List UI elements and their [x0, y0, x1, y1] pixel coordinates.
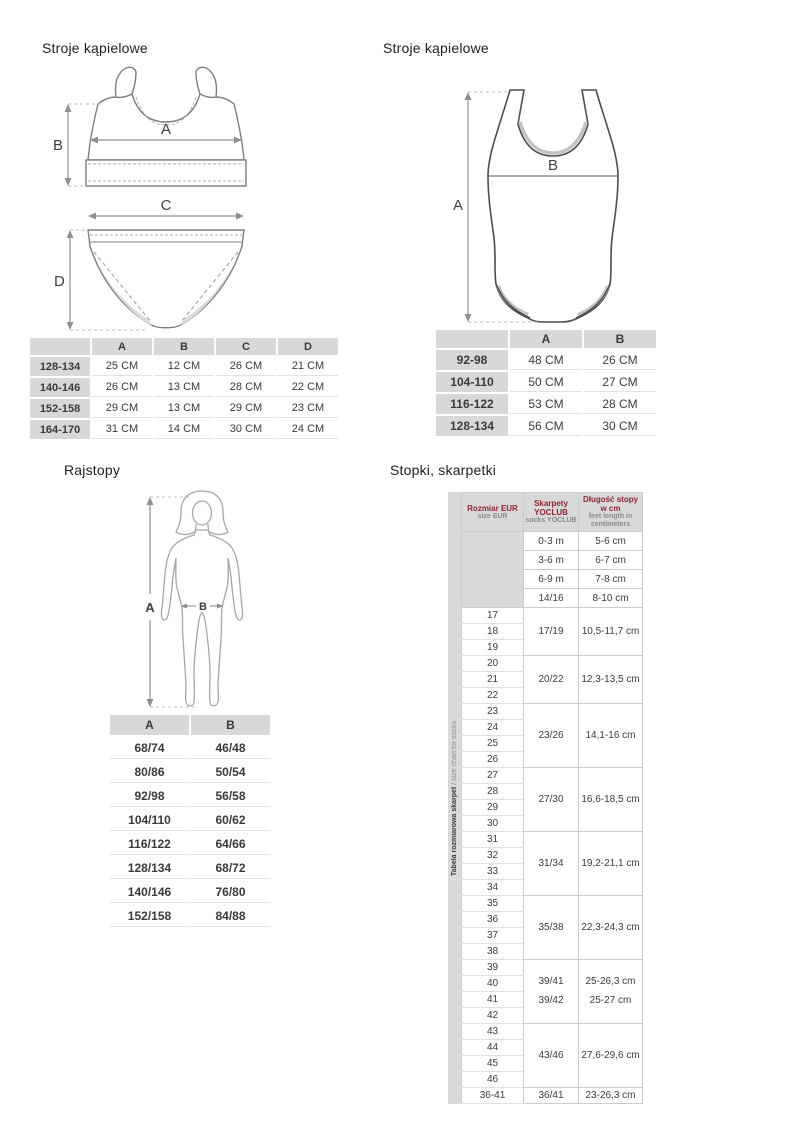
sock-size-cell: 6-9 m — [524, 570, 579, 589]
empty-size-block — [462, 532, 524, 608]
value-cell: 21 CM — [278, 357, 338, 376]
eur-size-cell: 32 — [462, 848, 524, 864]
table-row — [462, 896, 643, 912]
column-header: A — [92, 338, 152, 355]
value-cell: 92/98 — [110, 785, 189, 807]
sock-size-line: 17/19 — [538, 625, 564, 637]
value-cell: 68/72 — [191, 857, 270, 879]
column-header-pl: Skarpety YOCLUB — [534, 499, 568, 518]
value-cell: 26 CM — [92, 378, 152, 397]
eur-size-cell: 34 — [462, 880, 524, 896]
table-row — [436, 372, 656, 392]
value-cell: 76/80 — [191, 881, 270, 903]
eur-size-cell: 39 — [462, 960, 524, 976]
dimension-label-c: C — [160, 197, 172, 214]
sock-size-cell — [524, 832, 579, 896]
foot-length-line: 22,3-24,3 cm — [581, 921, 640, 933]
header-row — [462, 493, 643, 532]
eur-size-cell: 17 — [462, 608, 524, 624]
eur-size-cell: 38 — [462, 944, 524, 960]
value-cell: 23 CM — [278, 399, 338, 418]
column-header — [524, 493, 579, 532]
foot-length-cell — [579, 608, 643, 656]
table-row — [110, 761, 270, 783]
eur-size-cell: 28 — [462, 784, 524, 800]
value-cell: 25 CM — [92, 357, 152, 376]
eur-size-cell: 24 — [462, 720, 524, 736]
section-title-tights: Rajstopy — [64, 462, 121, 478]
column-header-pl: Rozmiar EUR — [467, 503, 518, 513]
one-piece-outline — [488, 90, 618, 322]
table-row — [436, 350, 656, 370]
table-row — [110, 881, 270, 903]
table-row — [462, 1088, 643, 1104]
table-row — [436, 416, 656, 436]
table-row — [110, 785, 270, 807]
header-row — [30, 338, 338, 355]
column-header: C — [216, 338, 276, 355]
foot-length-line: 25-26,3 cm — [585, 976, 636, 988]
eur-size-cell: 36 — [462, 912, 524, 928]
eur-size-cell: 29 — [462, 800, 524, 816]
foot-length-cell — [579, 704, 643, 768]
table-row — [436, 394, 656, 414]
dimension-label-b: B — [547, 157, 559, 174]
foot-length-cell — [579, 656, 643, 704]
eur-size-cell: 41 — [462, 992, 524, 1008]
socks-side-label-en: / size chart for socks — [451, 720, 458, 787]
sock-size-line: 43/46 — [538, 1049, 564, 1061]
value-cell: 116/122 — [110, 833, 189, 855]
value-cell: 22 CM — [278, 378, 338, 397]
section-title-swim-two-piece: Stroje kąpielowe — [42, 40, 148, 56]
value-cell: 46/48 — [191, 737, 270, 759]
value-cell: 53 CM — [510, 394, 582, 414]
two-piece-swimsuit-diagram — [48, 64, 280, 336]
table-row — [462, 608, 643, 624]
column-header-en: socks YOCLUB — [525, 517, 577, 525]
socks-side-label — [448, 492, 461, 1104]
sock-size-cell: 0-3 m — [524, 532, 579, 551]
foot-length-line: 27,6-29,6 cm — [581, 1049, 640, 1061]
eur-size-cell: 30 — [462, 816, 524, 832]
value-cell: 84/88 — [191, 905, 270, 927]
table-row — [462, 960, 643, 976]
foot-length-line: 12,3-13,5 cm — [581, 673, 640, 685]
size-label: 104-110 — [436, 372, 508, 392]
table-row — [462, 832, 643, 848]
foot-length-cell — [579, 896, 643, 960]
foot-length-cell: 23-26,3 cm — [579, 1088, 643, 1104]
sock-size-cell — [524, 896, 579, 960]
value-cell: 104/110 — [110, 809, 189, 831]
value-cell: 152/158 — [110, 905, 189, 927]
column-header-en: feet length in centimeters — [588, 513, 633, 529]
value-cell: 30 CM — [216, 420, 276, 439]
sock-size-cell — [524, 1024, 579, 1088]
eur-size-cell: 35 — [462, 896, 524, 912]
value-cell: 50/54 — [191, 761, 270, 783]
sock-size-line: 31/34 — [538, 857, 564, 869]
corner-cell — [436, 330, 508, 348]
table-row — [30, 378, 338, 397]
value-cell: 14 CM — [154, 420, 214, 439]
eur-size-cell: 36-41 — [462, 1088, 524, 1104]
value-cell: 80/86 — [110, 761, 189, 783]
eur-size-cell: 46 — [462, 1072, 524, 1088]
value-cell: 29 CM — [92, 399, 152, 418]
value-cell: 60/62 — [191, 809, 270, 831]
foot-length-cell: 7-8 cm — [579, 570, 643, 589]
dimension-label-b: B — [199, 601, 207, 613]
eur-size-cell: 27 — [462, 768, 524, 784]
eur-size-cell: 37 — [462, 928, 524, 944]
table-row — [462, 768, 643, 784]
socks-size-table-wrap — [448, 492, 643, 1104]
table-row — [110, 857, 270, 879]
dimension-label-a: A — [145, 600, 155, 615]
header-row — [436, 330, 656, 348]
column-header — [579, 493, 643, 532]
tights-size-table — [108, 713, 272, 929]
column-header: D — [278, 338, 338, 355]
corner-cell — [30, 338, 90, 355]
one-piece-swimsuit-diagram — [448, 80, 644, 330]
table-row — [30, 357, 338, 376]
column-header — [462, 493, 524, 532]
value-cell: 56/58 — [191, 785, 270, 807]
value-cell: 13 CM — [154, 378, 214, 397]
eur-size-cell: 21 — [462, 672, 524, 688]
table-row — [30, 399, 338, 418]
eur-size-cell: 44 — [462, 1040, 524, 1056]
value-cell: 64/66 — [191, 833, 270, 855]
figure-head — [193, 501, 212, 525]
value-cell: 26 CM — [216, 357, 276, 376]
tights-figure-diagram — [120, 486, 284, 718]
table-row — [462, 532, 643, 551]
value-cell: 56 CM — [510, 416, 582, 436]
sock-size-cell — [524, 960, 579, 1024]
eur-size-cell: 40 — [462, 976, 524, 992]
dimension-label-d: D — [54, 273, 65, 290]
eur-size-cell: 19 — [462, 640, 524, 656]
eur-size-cell: 42 — [462, 1008, 524, 1024]
column-header: B — [154, 338, 214, 355]
foot-length-cell: 6-7 cm — [579, 551, 643, 570]
foot-length-cell — [579, 960, 643, 1024]
sock-size-line: 20/22 — [538, 673, 564, 685]
eur-size-cell: 33 — [462, 864, 524, 880]
socks-side-label-pl: Tabela rozmiarowa skarpet — [451, 786, 458, 876]
bikini-bottom-outline — [88, 230, 244, 328]
header-row — [110, 715, 270, 735]
value-cell: 27 CM — [584, 372, 656, 392]
table-row — [110, 737, 270, 759]
sock-size-line: 27/30 — [538, 793, 564, 805]
dimension-label-b: B — [53, 137, 64, 154]
value-cell: 140/146 — [110, 881, 189, 903]
column-header: A — [510, 330, 582, 348]
value-cell: 26 CM — [584, 350, 656, 370]
table-row — [462, 704, 643, 720]
sock-size-cell — [524, 608, 579, 656]
value-cell: 48 CM — [510, 350, 582, 370]
column-header-en: size EUR — [477, 512, 508, 520]
eur-size-cell: 23 — [462, 704, 524, 720]
sock-size-line: 23/26 — [538, 729, 564, 741]
table-row — [110, 833, 270, 855]
foot-length-cell: 5-6 cm — [579, 532, 643, 551]
sock-size-cell: 3-6 m — [524, 551, 579, 570]
eur-size-cell: 25 — [462, 736, 524, 752]
value-cell: 31 CM — [92, 420, 152, 439]
value-cell: 68/74 — [110, 737, 189, 759]
foot-length-cell — [579, 768, 643, 832]
socks-side-label-text — [451, 721, 458, 876]
eur-size-cell: 43 — [462, 1024, 524, 1040]
foot-length-line: 25-27 cm — [589, 995, 632, 1007]
value-cell: 24 CM — [278, 420, 338, 439]
value-cell: 50 CM — [510, 372, 582, 392]
value-cell: 128/134 — [110, 857, 189, 879]
size-label: 140-146 — [30, 378, 90, 397]
foot-length-line: 19,2-21,1 cm — [581, 857, 640, 869]
sock-size-line: 39/42 — [538, 995, 564, 1007]
eur-size-cell: 45 — [462, 1056, 524, 1072]
size-label: 128-134 — [436, 416, 508, 436]
column-header: B — [584, 330, 656, 348]
value-cell: 30 CM — [584, 416, 656, 436]
size-label: 164-170 — [30, 420, 90, 439]
size-label: 128-134 — [30, 357, 90, 376]
value-cell: 29 CM — [216, 399, 276, 418]
table-row — [110, 809, 270, 831]
foot-length-line: 14,1-16 cm — [585, 729, 636, 741]
table-row — [462, 1024, 643, 1040]
eur-size-cell: 18 — [462, 624, 524, 640]
swim-two-piece-size-table — [28, 336, 340, 441]
eur-size-cell: 20 — [462, 656, 524, 672]
sock-size-cell — [524, 704, 579, 768]
table-row — [110, 905, 270, 927]
eur-size-cell: 26 — [462, 752, 524, 768]
size-label: 116-122 — [436, 394, 508, 414]
value-cell: 28 CM — [584, 394, 656, 414]
table-row — [30, 420, 338, 439]
dimension-label-a: A — [453, 197, 464, 214]
section-title-socks: Stopki, skarpetki — [390, 462, 497, 478]
sock-size-cell: 14/16 — [524, 589, 579, 608]
foot-length-cell — [579, 832, 643, 896]
socks-size-table — [461, 492, 643, 1104]
sock-size-cell — [524, 656, 579, 704]
column-header: B — [191, 715, 270, 735]
eur-size-cell: 22 — [462, 688, 524, 704]
size-label: 92-98 — [436, 350, 508, 370]
value-cell: 12 CM — [154, 357, 214, 376]
swim-one-piece-size-table — [434, 328, 658, 438]
foot-length-line: 16,6-18,5 cm — [581, 793, 640, 805]
value-cell: 28 CM — [216, 378, 276, 397]
sock-size-line: 39/41 — [538, 976, 564, 988]
sock-size-cell: 36/41 — [524, 1088, 579, 1104]
section-title-swim-one-piece: Stroje kąpielowe — [383, 40, 489, 56]
foot-length-cell: 8-10 cm — [579, 589, 643, 608]
dimension-label-a: A — [160, 121, 172, 138]
column-header: A — [110, 715, 189, 735]
sock-size-cell — [524, 768, 579, 832]
table-row — [462, 656, 643, 672]
foot-length-cell — [579, 1024, 643, 1088]
sock-size-line: 35/38 — [538, 921, 564, 933]
foot-length-line: 10,5-11,7 cm — [581, 625, 640, 637]
eur-size-cell: 31 — [462, 832, 524, 848]
value-cell: 13 CM — [154, 399, 214, 418]
column-header-pl: Długość stopy w cm — [582, 495, 639, 514]
size-label: 152-158 — [30, 399, 90, 418]
dimension-arrow-c — [88, 197, 244, 220]
